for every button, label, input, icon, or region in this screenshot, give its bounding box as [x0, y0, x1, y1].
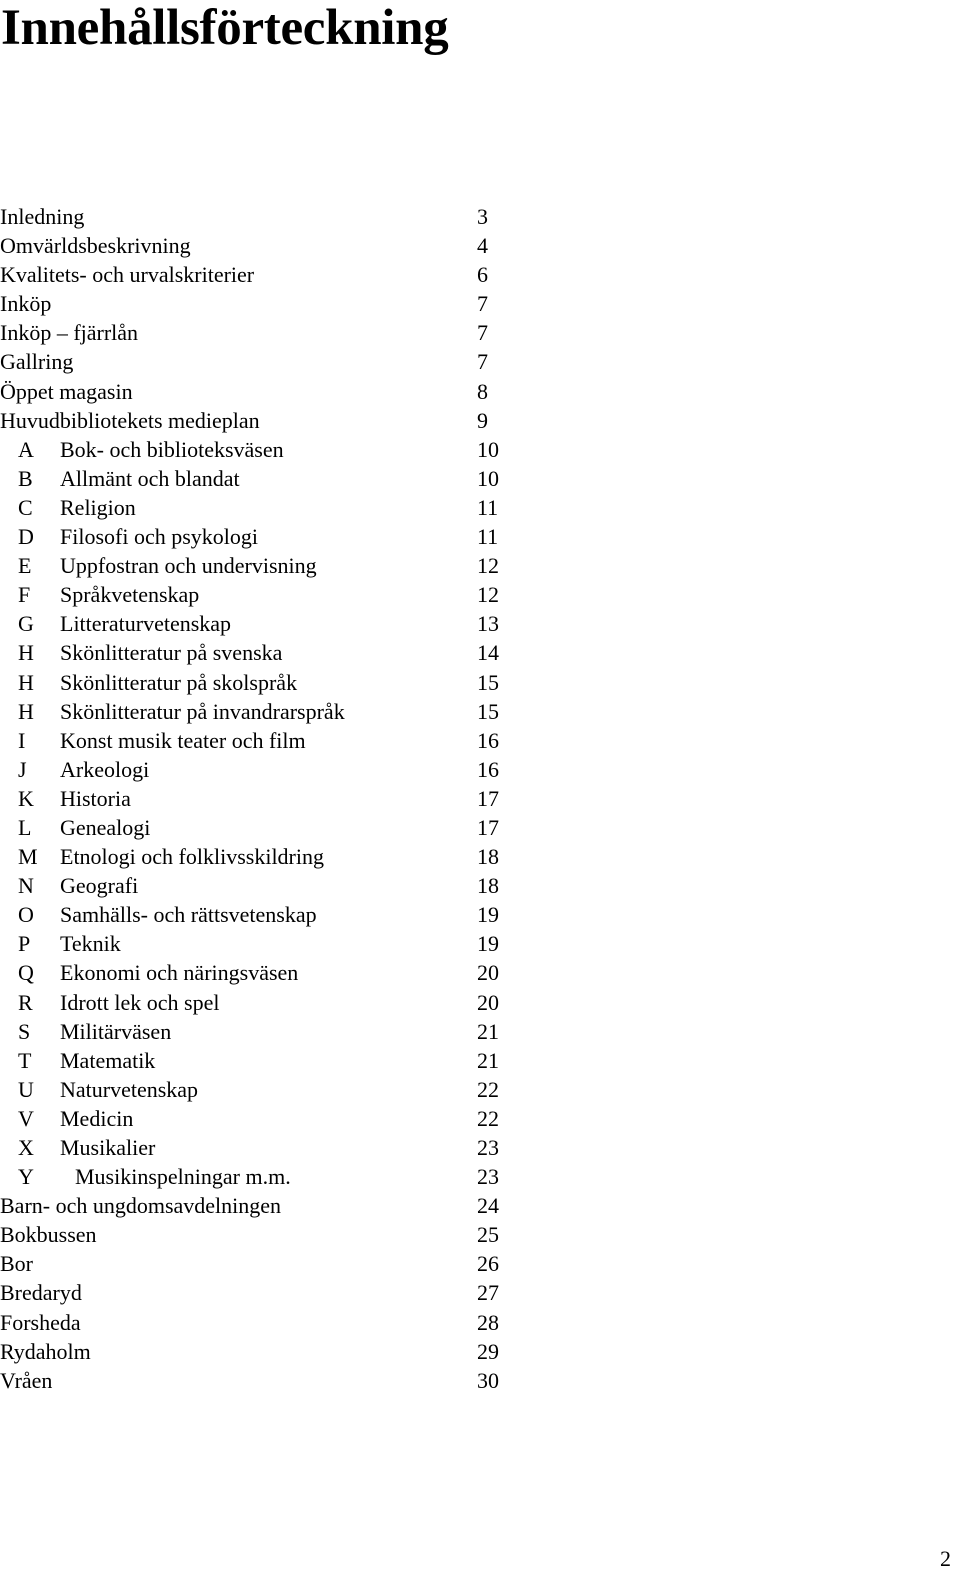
toc-entry-page: 4 — [477, 233, 488, 259]
toc-entry-page: 18 — [477, 873, 499, 899]
toc-entry-letter: I — [18, 727, 26, 753]
toc-entry-label: Uppfostran och undervisning — [60, 553, 317, 579]
toc-entry-label: Skönlitteratur på svenska — [60, 640, 283, 666]
toc-entry-label: Kvalitets- och urvalskriterier — [0, 262, 255, 288]
toc-entry — [0, 1104, 600, 1133]
toc-entry-label: Idrott lek och spel — [60, 989, 220, 1015]
toc-entry-letter: F — [18, 582, 31, 608]
toc-entry — [0, 1133, 600, 1162]
toc-entry-letter: E — [18, 553, 32, 579]
toc-entry-page: 12 — [477, 553, 499, 579]
toc-entry-letter: J — [18, 756, 27, 782]
toc-entry-label: Medicin — [60, 1105, 134, 1131]
toc-entry — [0, 377, 600, 406]
toc-entry-label: Teknik — [60, 931, 121, 957]
toc-entry-label: Rydaholm — [0, 1338, 91, 1364]
toc-entry-label: Öppet magasin — [0, 378, 133, 404]
toc-entry-label: Inköp – fjärrlån — [0, 320, 139, 346]
toc-entry-page: 18 — [477, 844, 499, 870]
toc-entry-page: 27 — [477, 1280, 499, 1306]
toc-entry-letter: H — [18, 698, 34, 724]
toc-entry-label: Inledning — [0, 204, 85, 229]
toc-entry-page: 22 — [477, 1076, 499, 1102]
toc-entry — [0, 668, 600, 697]
toc-entry-label: Genealogi — [60, 814, 151, 840]
toc-entry-page: 11 — [477, 524, 499, 550]
toc-entry — [0, 318, 600, 347]
toc-entry — [0, 784, 600, 813]
toc-entry-letter: K — [18, 785, 34, 811]
toc-entry-label: Etnologi och folklivsskildring — [60, 844, 324, 870]
toc-entry — [0, 1017, 600, 1046]
toc-entry — [0, 988, 600, 1017]
toc-entry-letter: L — [18, 814, 32, 840]
toc-entry-page: 10 — [477, 436, 499, 462]
toc-entry-page: 23 — [477, 1135, 499, 1160]
toc-entry-page: 6 — [477, 262, 488, 288]
toc-entry — [0, 289, 600, 318]
toc-entry-letter: D — [18, 524, 34, 550]
toc-entry-label: Gallring — [0, 349, 74, 375]
toc-entry-label: Bokbussen — [0, 1222, 97, 1248]
toc-entry-letter: T — [18, 1047, 32, 1073]
toc-entry — [0, 1220, 600, 1249]
toc-entry — [0, 551, 600, 580]
toc-entry-letter: M — [18, 844, 38, 870]
toc-entry-label: Skönlitteratur på skolspråk — [60, 669, 298, 695]
toc-entry-page: 9 — [477, 407, 488, 433]
toc-entry — [0, 1337, 600, 1366]
toc-entry — [0, 406, 600, 435]
toc-entry — [0, 580, 600, 609]
toc-entry-page: 23 — [477, 1164, 499, 1190]
toc-entry-label: Barn- och ungdomsavdelningen — [0, 1193, 282, 1219]
toc-entry — [0, 609, 600, 638]
toc-entry-letter: B — [18, 465, 33, 491]
toc-entry-label: Inköp — [0, 291, 52, 317]
toc-entry-page: 20 — [477, 989, 499, 1015]
toc-entry — [0, 1191, 600, 1220]
toc-entry-page: 10 — [477, 465, 499, 491]
toc-entry — [0, 871, 600, 900]
table-of-contents — [0, 202, 600, 1395]
toc-entry-label: Arkeologi — [60, 756, 150, 782]
toc-entry — [0, 1075, 600, 1104]
toc-entry-letter: R — [18, 989, 33, 1015]
toc-entry-label: Matematik — [60, 1047, 156, 1073]
toc-entry-letter: C — [18, 494, 33, 520]
toc-entry-label: Samhälls- och rättsvetenskap — [60, 902, 317, 928]
toc-entry-letter: Y — [18, 1164, 34, 1190]
toc-entry-label: Vråen — [0, 1367, 53, 1393]
toc-entry — [0, 347, 600, 376]
toc-entry — [0, 755, 600, 784]
toc-entry-letter: X — [18, 1135, 34, 1160]
toc-entry — [0, 493, 600, 522]
toc-entry-letter: U — [18, 1076, 34, 1102]
toc-entry-page: 17 — [477, 785, 499, 811]
toc-entry-page: 12 — [477, 582, 499, 608]
toc-entry-label: Musikinspelningar m.m. — [75, 1164, 291, 1190]
toc-entry — [0, 231, 600, 260]
toc-entry-page: 15 — [477, 669, 499, 695]
page-number: 2 — [940, 1546, 951, 1571]
toc-entry-letter: H — [18, 669, 34, 695]
toc-entry-page: 30 — [477, 1367, 499, 1393]
toc-entry-label: Bok- och biblioteksväsen — [60, 436, 284, 462]
toc-entry — [0, 813, 600, 842]
toc-entry-page: 29 — [477, 1338, 499, 1364]
toc-entry — [0, 1278, 600, 1307]
toc-entry — [0, 900, 600, 929]
toc-entry — [0, 638, 600, 667]
toc-entry-label: Huvudbibliotekets medieplan — [0, 407, 260, 433]
toc-entry — [0, 1046, 600, 1075]
toc-entry-letter: S — [18, 1018, 31, 1044]
toc-entry-page: 8 — [477, 378, 488, 404]
toc-entry-page: 28 — [477, 1309, 499, 1335]
toc-entry-letter: O — [18, 902, 34, 928]
toc-entry-page: 7 — [477, 320, 488, 346]
toc-entry-page: 19 — [477, 902, 499, 928]
toc-entry — [0, 726, 600, 755]
toc-entry — [0, 202, 600, 231]
toc-entry-label: Konst musik teater och film — [60, 727, 306, 753]
toc-entry-page: 26 — [477, 1251, 499, 1277]
toc-entry-page: 11 — [477, 494, 499, 520]
toc-entry-page: 16 — [477, 727, 499, 753]
toc-entry-page: 14 — [477, 640, 499, 666]
toc-entry — [0, 1308, 600, 1337]
toc-entry-label: Ekonomi och näringsväsen — [60, 960, 299, 986]
toc-entry — [0, 929, 600, 958]
toc-entry-page: 19 — [477, 931, 499, 957]
toc-entry — [0, 260, 600, 289]
toc-entry-letter: N — [18, 873, 34, 899]
toc-entry-label: Geografi — [60, 873, 139, 899]
toc-entry-label: Allmänt och blandat — [60, 465, 240, 491]
toc-entry-letter: A — [18, 436, 34, 462]
toc-entry-label: Religion — [60, 494, 136, 520]
toc-entry — [0, 522, 600, 551]
toc-entry-letter: P — [18, 931, 31, 957]
toc-entry — [0, 697, 600, 726]
toc-entry-letter: Q — [18, 960, 34, 986]
toc-entry-label: Språkvetenskap — [60, 582, 200, 608]
toc-entry-label: Bor — [0, 1251, 33, 1277]
toc-entry-page: 7 — [477, 291, 488, 317]
toc-entry-label: Musikalier — [60, 1135, 156, 1160]
toc-entry-letter: H — [18, 640, 34, 666]
toc-entry-page: 25 — [477, 1222, 499, 1248]
toc-entry-label: Bredaryd — [0, 1280, 82, 1306]
page-title: Innehållsförteckning — [1, 0, 449, 56]
toc-entry-page: 21 — [477, 1047, 499, 1073]
toc-entry — [0, 958, 600, 987]
toc-entry-letter: G — [18, 611, 34, 637]
toc-entry-label: Naturvetenskap — [60, 1076, 199, 1102]
toc-entry — [0, 842, 600, 871]
toc-entry-letter: V — [18, 1105, 34, 1131]
toc-entry-label: Historia — [60, 785, 131, 811]
toc-entry-page: 15 — [477, 698, 499, 724]
toc-entry-page: 16 — [477, 756, 499, 782]
toc-entry — [0, 1366, 600, 1395]
toc-entry-page: 13 — [477, 611, 499, 637]
toc-entry — [0, 1249, 600, 1278]
toc-entry-label: Filosofi och psykologi — [60, 524, 259, 550]
toc-entry — [0, 464, 600, 493]
toc-entry-page: 17 — [477, 814, 499, 840]
toc-entry-label: Forsheda — [0, 1309, 81, 1335]
toc-entry — [0, 435, 600, 464]
toc-entry-page: 24 — [477, 1193, 499, 1219]
toc-entry-page: 3 — [477, 204, 488, 229]
toc-entry-page: 22 — [477, 1105, 499, 1131]
toc-entry-label: Omvärldsbeskrivning — [0, 233, 191, 259]
toc-entry-page: 20 — [477, 960, 499, 986]
toc-entry — [0, 1162, 600, 1191]
toc-entry-page: 7 — [477, 349, 488, 375]
toc-entry-label: Litteraturvetenskap — [60, 611, 232, 637]
toc-entry-label: Militärväsen — [60, 1018, 172, 1044]
toc-entry-page: 21 — [477, 1018, 499, 1044]
toc-entry-label: Skönlitteratur på invandrarspråk — [60, 698, 345, 724]
